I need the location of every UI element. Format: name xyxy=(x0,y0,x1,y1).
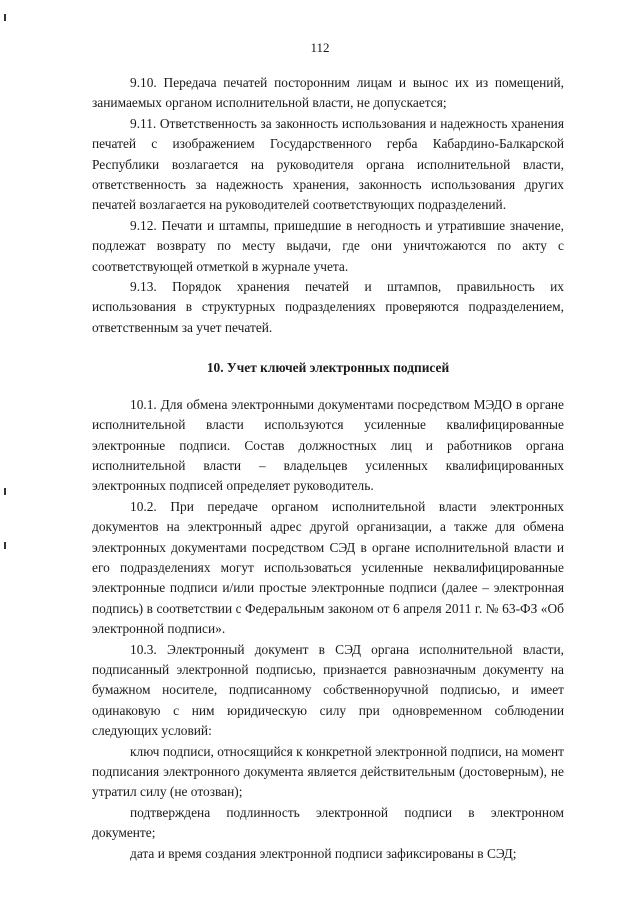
paragraph-9-13: 9.13. Порядок хранения печатей и штампов, правильность их использования в структурных подразделениях проверяются подразделением, ответственным за учет печатей. xyxy=(92,279,564,335)
paragraph-10-3: 10.3. Электронный документ в СЭД органа исполнительной власти, подписанный электронной подписью, признается равнозначным документу на бумажном носителе, подписанному собственноручной подписью, и имеет одинаковую с ним юридическую силу при одновременном соблюдении следующих условий: xyxy=(92,641,564,739)
document-body xyxy=(92,73,564,864)
condition-item: дата и время создания электронной подписи зафиксированы в СЭД; xyxy=(130,845,517,861)
margin-mark xyxy=(4,488,6,495)
paragraph-9-10: 9.10. Передача печатей посторонним лицам и вынос их из помещений, занимаемых органом исполнительной власти, не допускается; xyxy=(92,75,564,111)
section-heading: 10. Учет ключей электронных подписей xyxy=(206,360,450,376)
paragraph-10-1: 10.1. Для обмена электронными документами посредством МЭДО в органе исполнительной власти используются усиленные квалифицированные электронные подписи. Состав должностных лиц и работников органа исполнительной власти – владельцев усиленных квалифицированных электронных подписей определяет руководитель. xyxy=(92,396,564,494)
paragraph-9-12: 9.12. Печати и штампы, пришедшие в негодность и утратившие значение, подлежат возврату по месту выдачи, где они уничтожаются по акту с соответствующей отметкой в журнале учета. xyxy=(92,217,564,274)
margin-mark xyxy=(4,542,6,549)
condition-item: подтверждена подлинность электронной подписи в электронном документе; xyxy=(92,804,564,841)
page-number: 112 xyxy=(310,40,330,55)
condition-item: ключ подписи, относящийся к конкретной электронной подписи, на момент подписания электронного документа является действительным (достоверным), не утратил силу (не отозван); xyxy=(92,743,564,800)
paragraph-9-11: 9.11. Ответственность за законность использования и надежность хранения печатей с изображением Государственного герба Кабардино-Балкарской Республики возлагается на руководителя органа исполнительной власти, ответственность за надежность хранения, законность использования других печатей возлагается на руководителей соответствующих подразделений. xyxy=(92,115,564,213)
margin-mark xyxy=(4,14,6,21)
paragraph-10-2: 10.2. При передаче органом исполнительной власти электронных документов на электронный адрес другой организации, а также для обмена электронных документами посредством СЭД в органе исполнительной власти и его подразделениях могут использоваться усиленные неквалифицированные электронные подписи и/или простые электронные подписи (далее – электронная подпись) в соответствии с Федеральным законом от 6 апреля 2011 г. № 63-ФЗ «Об электронной подписи». xyxy=(92,498,564,637)
